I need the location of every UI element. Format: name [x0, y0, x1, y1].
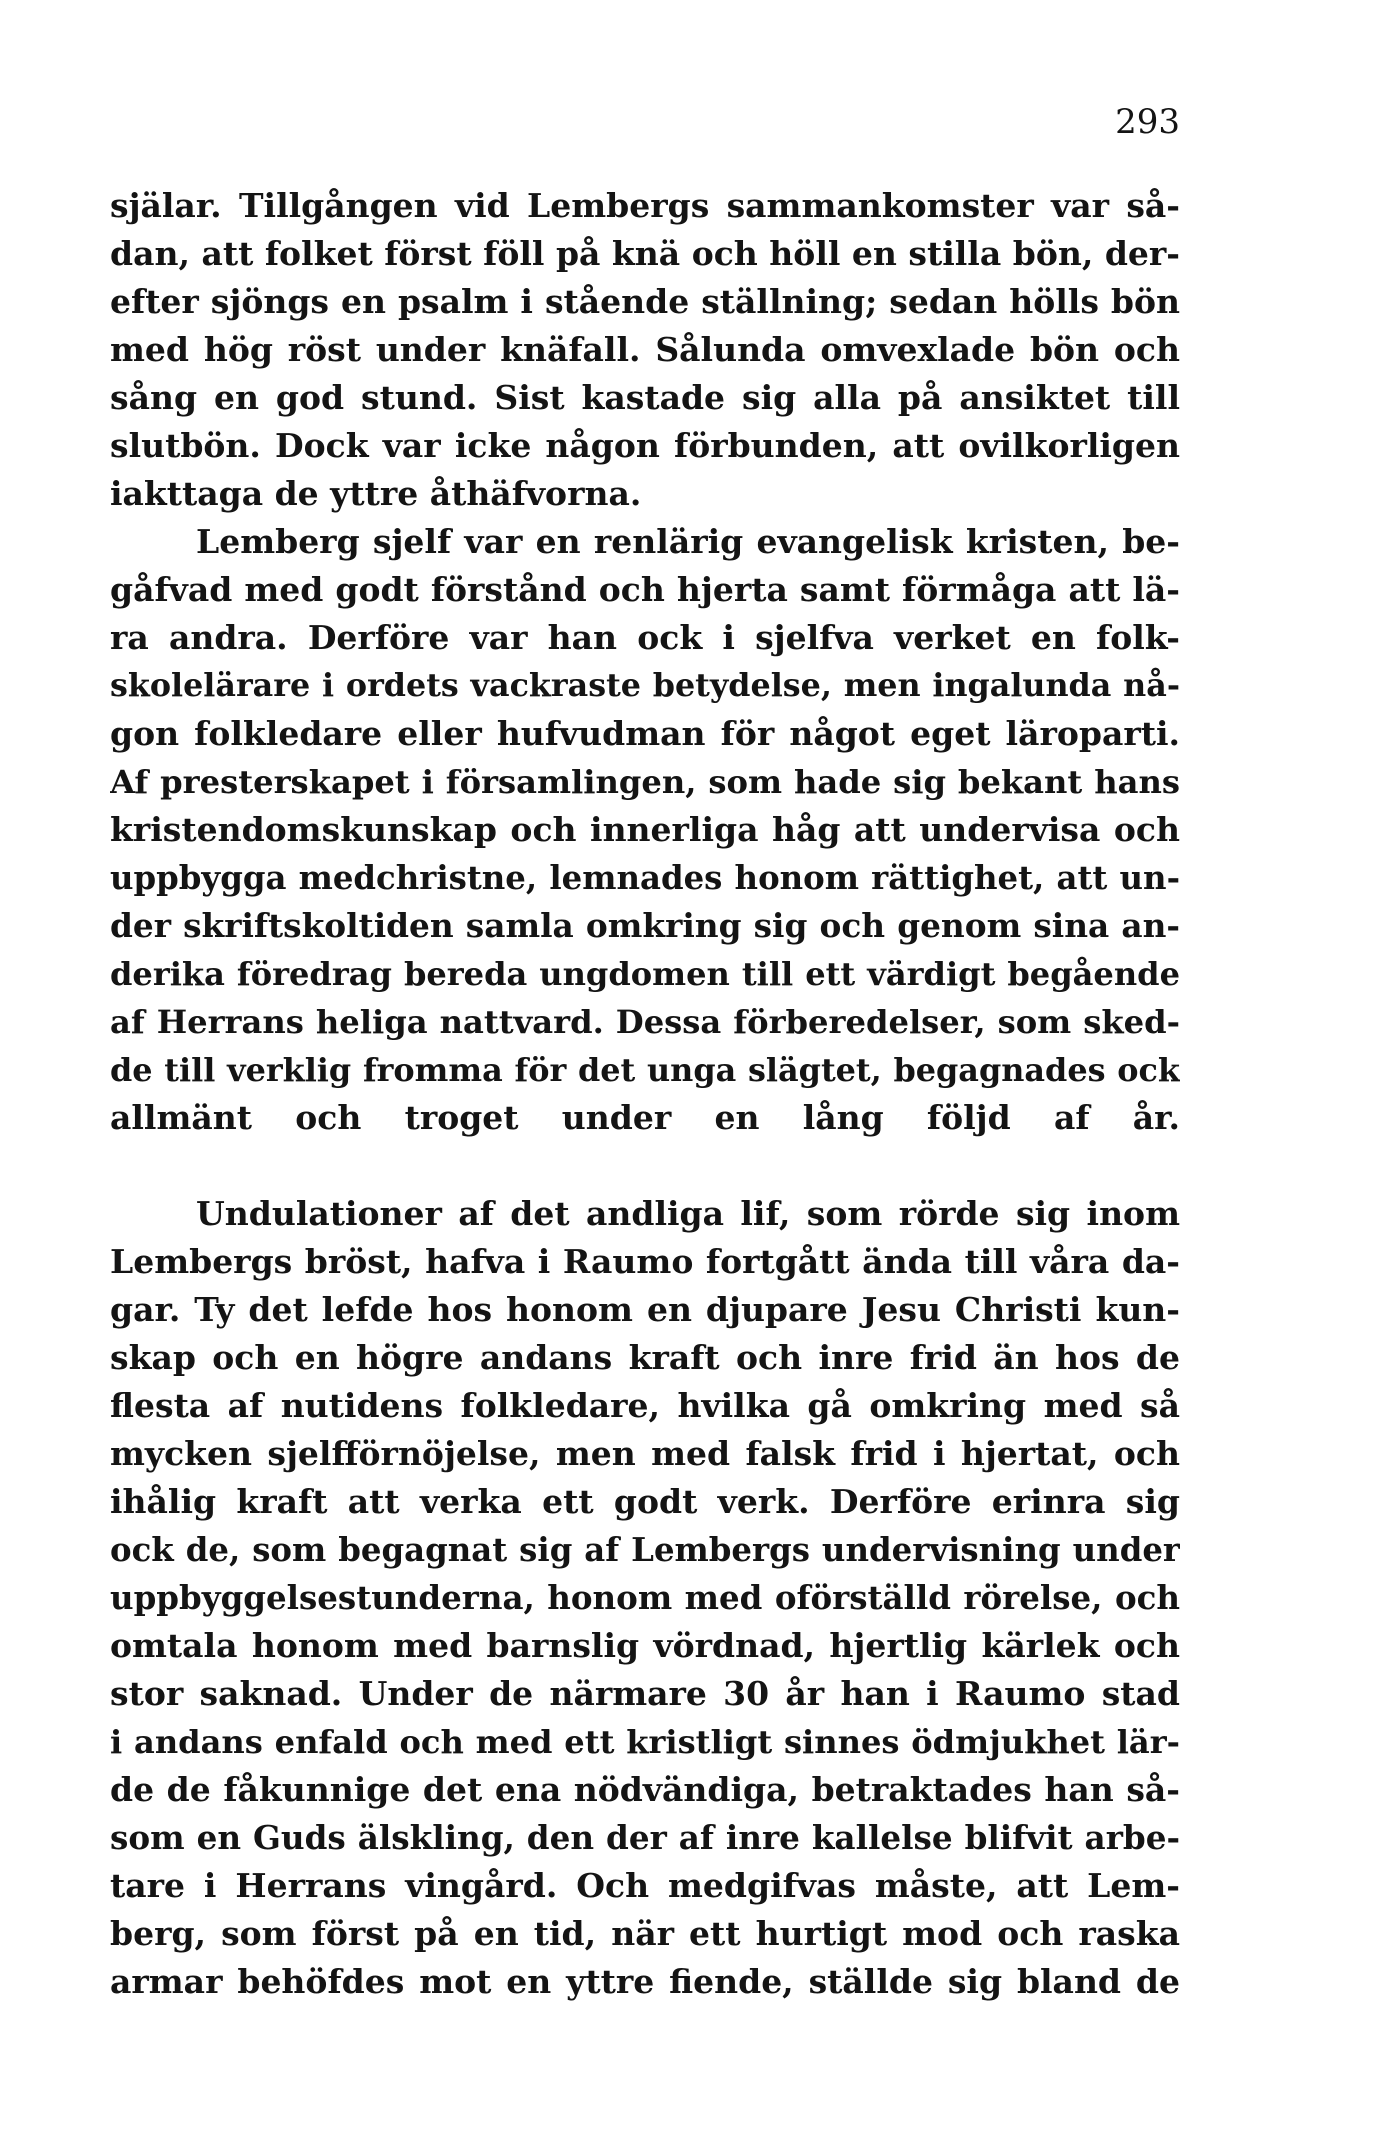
- text-line: med hög röst under knäfall. Sålunda omvexlade bön och: [110, 330, 1180, 369]
- text-line: [110, 1142, 1180, 1190]
- page-number: 293: [1115, 102, 1180, 142]
- body-text: [110, 182, 1180, 2006]
- text-line: derika föredrag bereda ungdomen till ett värdigt begående: [110, 955, 1180, 993]
- text-line: Af presterskapet i församlingen, som hade sig bekant hans: [110, 763, 1180, 801]
- text-line: de de fåkunnige det ena nödvändiga, betraktades han så-: [110, 1770, 1180, 1809]
- text-line: armar behöfdes mot en yttre fiende, ställde sig bland de: [110, 1962, 1180, 2001]
- paragraph-1: [110, 182, 1180, 518]
- text-line: der skriftskoltiden samla omkring sig och genom sina an-: [110, 906, 1180, 945]
- text-line: slutbön. Dock var icke någon förbunden, att ovilkorligen: [110, 426, 1180, 465]
- text-line: iakttaga de yttre åthäfvorna.: [110, 474, 642, 513]
- text-line: uppbygga medchristne, lemnades honom rättighet, att un-: [110, 859, 1180, 897]
- text-line: Lembergs bröst, hafva i Raumo fortgått ända till våra da-: [110, 1242, 1180, 1281]
- paragraph-3: [110, 1190, 1180, 2006]
- text-line: mycken sjelfförnöjelse, men med falsk frid i hjertat, och: [110, 1434, 1180, 1473]
- text-line: sång en god stund. Sist kastade sig alla på ansiktet till: [110, 378, 1180, 417]
- text-line: berg, som först på en tid, när ett hurtigt mod och raska: [110, 1914, 1180, 1953]
- text-line: stor saknad. Under de närmare 30 år han i Raumo stad: [110, 1674, 1180, 1713]
- text-line: ra andra. Derföre var han ock i sjelfva verket en folk-: [110, 618, 1180, 657]
- text-line: omtala honom med barnslig vördnad, hjertlig kärlek och: [110, 1626, 1180, 1665]
- text-line: af Herrans heliga nattvard. Dessa förberedelser, som sked-: [110, 1003, 1180, 1041]
- text-line: uppbyggelsestunderna, honom med oförställd rörelse, och: [110, 1579, 1180, 1617]
- text-line: skap och en högre andans kraft och inre frid än hos de: [110, 1338, 1180, 1377]
- text-line: skolelärare i ordets vackraste betydelse, men ingalunda nå-: [110, 667, 1180, 704]
- text-line: ihålig kraft att verka ett godt verk. Derföre erinra sig: [110, 1482, 1180, 1521]
- paragraph-2: [110, 518, 1180, 1190]
- text-line: Undulationer af det andliga lif, som rörde sig inom: [196, 1194, 1180, 1233]
- text-line: Lemberg sjelf var en renlärig evangelisk kristen, be-: [196, 522, 1180, 561]
- text-line: i andans enfald och med ett kristligt sinnes ödmjukhet lär-: [110, 1723, 1180, 1761]
- text-line: tare i Herrans vingård. Och medgifvas måste, att Lem-: [110, 1866, 1180, 1905]
- text-line: ock de, som begagnat sig af Lembergs undervisning under: [110, 1531, 1180, 1569]
- text-line: gar. Ty det lefde hos honom en djupare Jesu Christi kun-: [110, 1290, 1180, 1329]
- text-line: de till verklig fromma för det unga slägtet, begagnades ock: [110, 1051, 1180, 1089]
- text-line: dan, att folket först föll på knä och höll en stilla bön, der-: [110, 234, 1180, 273]
- text-line: kristendomskunskap och innerliga håg att undervisa och: [110, 810, 1180, 849]
- text-line: gåfvad med godt förstånd och hjerta samt förmåga att lä-: [110, 570, 1180, 609]
- text-line: själar. Tillgången vid Lembergs sammankomster var så-: [110, 186, 1180, 225]
- text-line: gon folkledare eller hufvudman för något eget läroparti.: [110, 714, 1180, 753]
- text-line: som en Guds älskling, den der af inre kallelse blifvit arbe-: [110, 1818, 1180, 1857]
- text-line: flesta af nutidens folkledare, hvilka gå omkring med så: [110, 1386, 1180, 1425]
- text-line: allmänt och troget under en lång följd af år.: [110, 1098, 1180, 1137]
- text-line: efter sjöngs en psalm i stående ställning; sedan hölls bön: [110, 282, 1180, 321]
